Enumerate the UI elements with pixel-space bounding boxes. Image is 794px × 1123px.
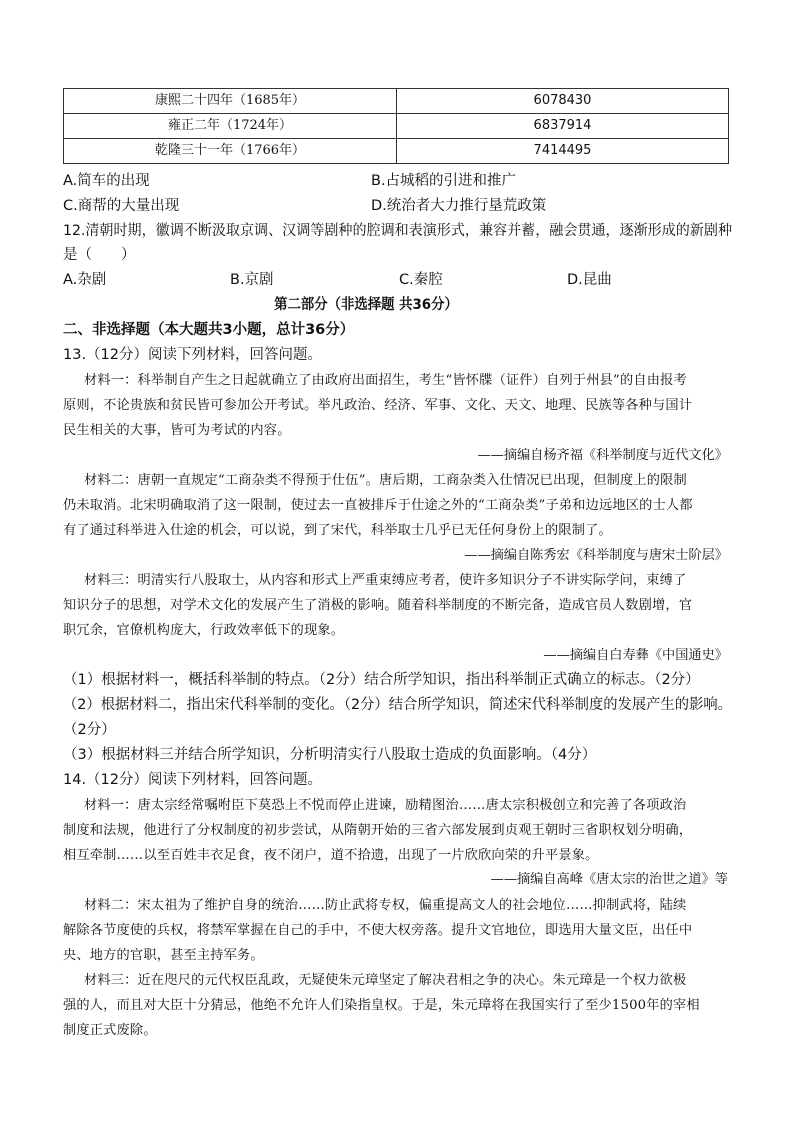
q12-option-a: A.杂剧 — [63, 272, 107, 288]
table-cell-value: 6837914 — [397, 114, 729, 139]
q13-material3-line: 材料三：明清实行八股取士，从内容和形式上严重束缚应考者，使许多知识分子不讲实际学问，束缚了 — [84, 573, 687, 588]
q14-material1-line: 制度和法规，他进行了分权制度的初步尝试，从隋朝开始的三省六部发展到贞观王朝时三省职权划分明确， — [63, 823, 693, 838]
q12-option-b: B.京剧 — [230, 272, 274, 288]
q14-material3-line: 材料三：近在咫尺的元代权臣乱政，无疑使朱元璋坚定了解决君相之争的决心。朱元璋是一个权力欲极 — [84, 973, 687, 988]
q13-sub3: （3）根据材料三并结合所学知识，分析明清实行八股取士造成的负面影响。（4分） — [63, 747, 597, 763]
q12-option-d: D.昆曲 — [567, 272, 612, 288]
q14-material3-line: 制度正式废除。 — [63, 1023, 157, 1038]
table-cell-value: 7414495 — [397, 139, 729, 164]
q11-option-d: D.统治者大力推行垦荒政策 — [371, 198, 547, 214]
q13-material1-line: 原则，不论贵族和贫民皆可参加公开考试。举凡政治、经济、军事、文化、天文、地理、民族等各种与国计 — [63, 398, 693, 413]
q13-sub2: （2）根据材料二，指出宋代科举制的变化。（2分）结合所学知识，简述宋代科举制度的发展产生的影响。 — [63, 697, 732, 713]
q13-material3-source: ——摘编自白寿彝《中国通史》 — [543, 648, 728, 663]
q11-option-b: B.占城稻的引进和推广 — [371, 173, 517, 189]
q14-material1-line: 材料一：唐太宗经常嘱咐臣下莫恐上不悦而停止进谏，励精图治……唐太宗积极创立和完善了各项政治 — [84, 798, 687, 813]
q12-stem-cont: 是（ ） — [63, 247, 136, 263]
q13-material2-line: 仍未取消。北宋明确取消了这一限制，使过去一直被排斥于仕途之外的“工商杂类”子弟和边远地区的士人都 — [63, 498, 693, 513]
q14-head: 14.（12分）阅读下列材料，回答问题。 — [63, 772, 323, 788]
q13-material3-line: 职冗余，官僚机构庞大，行政效率低下的现象。 — [63, 623, 345, 638]
q14-material1-source: ——摘编自高峰《唐太宗的治世之道》等 — [490, 872, 728, 887]
population-table — [63, 88, 729, 164]
q13-material2-line: 材料二：唐朝一直规定“工商杂类不得预于仕伍”。唐后期，工商杂类入仕情况已出现，但制度上的限制 — [84, 473, 687, 488]
part2-title: 第二部分（非选择题 共36分） — [274, 297, 458, 313]
table-row — [64, 139, 729, 164]
q14-material2-line: 解除各节度使的兵权，将禁军掌握在自己的手中，不使大权旁落。提升文官地位，即选用大量文臣，出任中 — [63, 923, 693, 938]
q13-material3-line: 知识分子的思想，对学术文化的发展产生了消极的影响。随着科举制度的不断完备，造成官员人数剧增，官 — [63, 598, 693, 613]
q13-sub1: （1）根据材料一，概括科举制的特点。（2分）结合所学知识，指出科举制正式确立的标志。（2分） — [63, 672, 700, 688]
q13-material2-source: ——摘编自陈秀宏《科举制度与唐宋士阶层》 — [464, 548, 728, 563]
section-title: 二、非选择题（本大题共3小题，总计36分） — [63, 322, 355, 338]
q14-material2-line: 央、地方的官职，甚至主持军务。 — [63, 948, 264, 963]
table-cell-year: 康熙二十四年（1685年） — [64, 89, 397, 114]
table-cell-value: 6078430 — [397, 89, 729, 114]
table-row — [64, 89, 729, 114]
q14-material3-line: 强的人，而且对大臣十分猜忌，他绝不允许人们染指皇权。于是，朱元璋将在我国实行了至少1500年的宰相 — [63, 998, 700, 1013]
table-row — [64, 114, 729, 139]
q14-material1-line: 相互牵制……以至百姓丰衣足食，夜不闭户，道不拾遗，出现了一片欣欣向荣的升平景象。 — [63, 848, 599, 863]
q13-material1-source: ——摘编自杨齐福《科举制度与近代文化》 — [477, 448, 728, 463]
q13-material2-line: 有了通过科举进入仕途的机会，可以说，到了宋代，科举取士几乎已无任何身份上的限制了。 — [63, 523, 612, 538]
table-cell-year: 雍正二年（1724年） — [64, 114, 397, 139]
q13-material1-line: 民生相关的大事，皆可为考试的内容。 — [63, 423, 291, 438]
q11-option-c: C.商帮的大量出现 — [63, 198, 180, 214]
q12-stem: 12.清朝时期，徽调不断汲取京调、汉调等剧种的腔调和表演形式，兼容并蓄，融会贯通，逐渐形成的新剧种 — [63, 223, 733, 239]
table-cell-year: 乾隆三十一年（1766年） — [64, 139, 397, 164]
q14-material2-line: 材料二：宋太祖为了维护自身的统治……防止武将专权，偏重提高文人的社会地位……抑制武将，陆续 — [84, 898, 687, 913]
q13-sub2-cont: （2分） — [63, 722, 116, 738]
q12-option-c: C.秦腔 — [399, 272, 443, 288]
q11-option-a: A.简车的出现 — [63, 173, 150, 189]
q13-material1-line: 材料一：科举制自产生之日起就确立了由政府出面招生，考生“皆怀牒（证件）自列于州县”的自由报考 — [84, 373, 687, 388]
q13-head: 13.（12分）阅读下列材料，回答问题。 — [63, 347, 323, 363]
